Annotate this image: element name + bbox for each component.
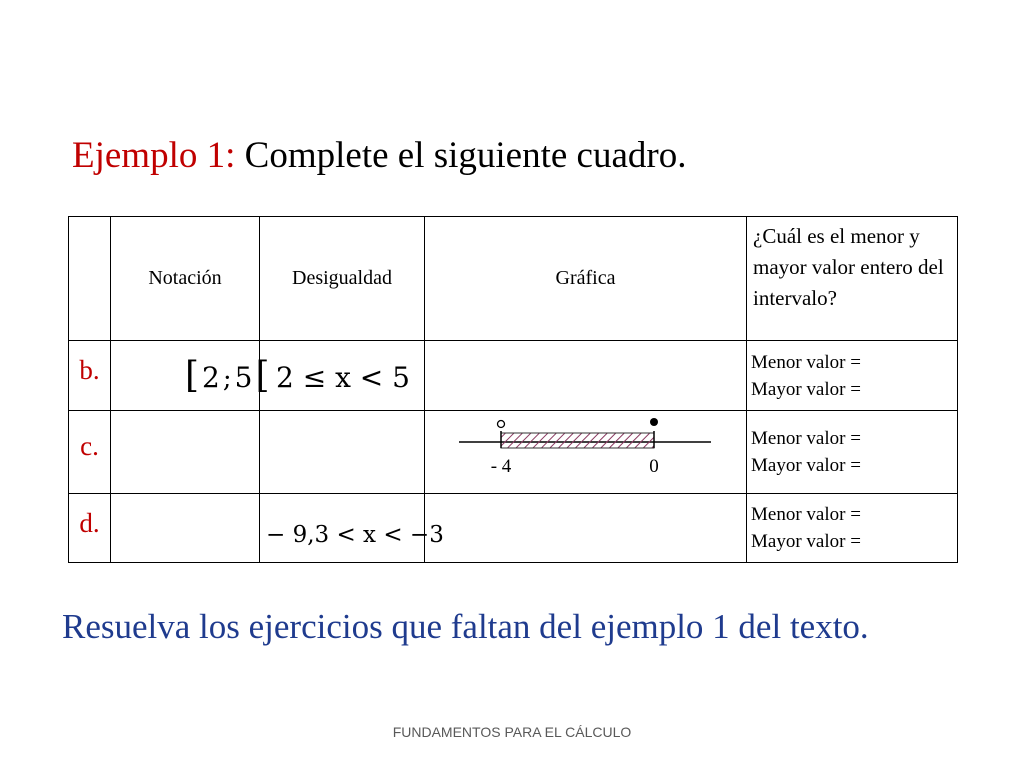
header-empty-cell xyxy=(69,217,111,341)
row-label: d. xyxy=(69,494,111,563)
right-tick-label: 0 xyxy=(649,456,659,477)
footer-text: FUNDAMENTOS PARA EL CÁLCULO xyxy=(392,724,632,740)
header-notation: Notación xyxy=(111,217,260,341)
notation-cell xyxy=(111,494,260,563)
values-cell xyxy=(747,494,958,563)
min-value-label: Menor valor = xyxy=(751,351,861,373)
graph-cell xyxy=(425,494,747,563)
open-endpoint-icon xyxy=(498,421,505,428)
hatched-interval xyxy=(501,433,654,448)
header-inequality: Desigualdad xyxy=(260,217,425,341)
interval-separator: ; xyxy=(222,364,232,394)
inequality-cell xyxy=(260,494,444,563)
notation-cell xyxy=(111,341,270,411)
interval-start: 2 xyxy=(202,361,220,394)
title-prefix: Ejemplo 1: xyxy=(72,135,236,176)
row-label: c. xyxy=(69,411,111,494)
closed-endpoint-icon xyxy=(650,418,658,426)
right-bracket: [ xyxy=(255,355,270,396)
interval-table xyxy=(68,216,958,563)
max-value-label: Mayor valor = xyxy=(751,455,861,476)
number-line-graph xyxy=(425,411,747,494)
inequality-text: 2 ≤ x < 5 xyxy=(276,361,410,394)
table-row xyxy=(69,411,958,494)
table-row xyxy=(69,494,958,563)
left-bracket: [ xyxy=(185,355,200,396)
instruction-text: Resuelva los ejercicios que faltan del ejemplo 1 del texto. xyxy=(62,607,869,646)
title-text: Complete el siguiente cuadro. xyxy=(244,135,687,176)
inequality-cell xyxy=(260,341,425,411)
max-value-label: Mayor valor = xyxy=(751,531,861,552)
min-value-label: Menor valor = xyxy=(751,504,861,525)
header-graph: Gráfica xyxy=(425,217,747,341)
interval-end: 5 xyxy=(234,361,253,394)
min-value-label: Menor valor = xyxy=(751,428,861,449)
header-question: ¿Cuál es el menor y mayor valor entero del intervalo? xyxy=(747,217,958,341)
max-value-label: Mayor valor = xyxy=(751,378,861,400)
table-row xyxy=(69,341,958,411)
left-tick-label: - 4 xyxy=(490,456,512,477)
notation-cell xyxy=(111,411,260,494)
page-title xyxy=(72,134,686,177)
graph-cell xyxy=(425,411,747,494)
values-cell xyxy=(747,411,958,494)
row-label: b. xyxy=(69,341,111,411)
values-cell xyxy=(747,341,958,411)
inequality-cell xyxy=(260,411,425,494)
interval-notation xyxy=(185,355,270,396)
table-header-row xyxy=(69,217,958,341)
inequality-text: − 9,3 < x < −3 xyxy=(266,522,444,548)
graph-cell xyxy=(425,341,747,411)
